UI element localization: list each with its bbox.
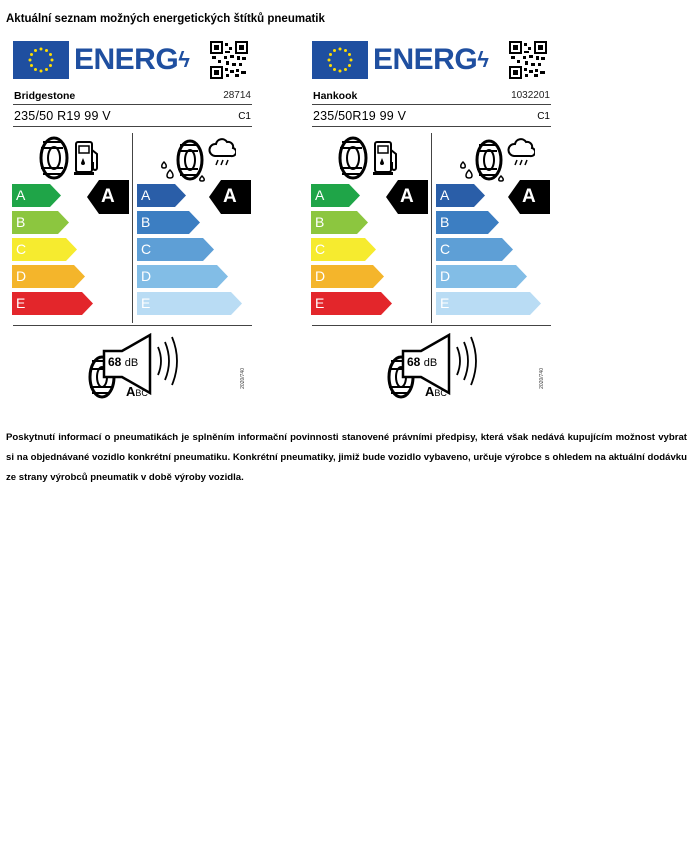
vertical-divider	[431, 133, 432, 323]
energy-wordmark: $ENERG^ϟ$	[74, 43, 190, 76]
divider	[312, 126, 551, 127]
regulation-number: 2020/740	[539, 368, 545, 389]
fuel-band-letter: B	[16, 214, 26, 230]
noise-value: 68 dB	[108, 355, 139, 369]
fuel-band-letter: D	[16, 268, 27, 284]
wet-band-4	[137, 292, 243, 315]
qr-code-icon	[509, 41, 547, 79]
fuel-efficiency-icon	[38, 136, 102, 180]
vertical-divider	[132, 133, 133, 323]
fuel-band-letter: B	[315, 214, 325, 230]
wet-band-2	[436, 238, 514, 261]
tyre-class: C1	[537, 111, 550, 122]
tyre-type-id: 28714	[223, 90, 251, 101]
tyre-label-bridgestone	[12, 38, 252, 403]
fuel-band-2	[311, 238, 377, 261]
wet-grade-indicator	[508, 180, 550, 214]
fuel-band-letter: C	[315, 241, 326, 257]
tyre-brand: Bridgestone	[14, 90, 76, 102]
wet-band-letter: D	[141, 268, 152, 284]
fuel-band-0	[311, 184, 361, 207]
tyre-class: C1	[238, 111, 251, 122]
wet-band-1	[137, 211, 201, 234]
divider	[13, 126, 252, 127]
disclaimer-text: Poskytnutí informací o pneumatikách je splněním informační povinnosti stanovené právními předpisy, která však nedává kupujícím možnost vybrat si na objednávané vozidlo konkrétní pneumatiku. Konkrétní pneumatiky, jimiž bude vozidlo vybaveno, určuje výrobce s ohledem na aktuální dodávku ze strany výrobců pneumatik v době výroby vozidla.	[6, 432, 687, 483]
wet-band-shape	[137, 292, 243, 315]
fuel-band-letter: D	[315, 268, 326, 284]
wet-band-3	[137, 265, 229, 288]
wet-band-3	[436, 265, 528, 288]
wet-grade-letter: A	[223, 186, 237, 207]
noise-class: ABC	[425, 384, 447, 399]
wet-band-0	[137, 184, 187, 207]
divider	[13, 325, 252, 326]
tyre-size: 235/50R19 99 V	[313, 109, 407, 123]
wet-band-letter: C	[440, 241, 451, 257]
tyre-type-id: 1032201	[511, 90, 550, 101]
divider	[13, 104, 252, 105]
fuel-band-letter: C	[16, 241, 27, 257]
noise-value: 68 dB	[407, 355, 438, 369]
wet-grip-icon	[156, 132, 236, 182]
wet-band-letter: A	[141, 187, 151, 203]
fuel-band-letter: E	[16, 295, 26, 311]
wet-grade-indicator	[209, 180, 251, 214]
fuel-efficiency-icon	[337, 136, 401, 180]
fuel-band-4	[12, 292, 94, 315]
fuel-band-1	[12, 211, 70, 234]
wet-band-letter: B	[440, 214, 450, 230]
qr-code-icon	[210, 41, 248, 79]
tyre-brand: Hankook	[313, 90, 358, 102]
eu-flag-icon	[13, 41, 69, 79]
fuel-band-2	[12, 238, 78, 261]
fuel-band-letter: E	[315, 295, 325, 311]
wet-band-4	[436, 292, 542, 315]
energy-wordmark: $ENERG^ϟ$	[373, 43, 489, 76]
fuel-band-letter: A	[315, 187, 325, 203]
page-title: Aktuální seznam možných energetických štítků pneumatik	[6, 13, 325, 25]
noise-class: ABC	[126, 384, 148, 399]
fuel-grade-letter: A	[101, 186, 115, 207]
regulation-number: 2020/740	[240, 368, 246, 389]
fuel-band-letter: A	[16, 187, 26, 203]
wet-band-letter: C	[141, 241, 152, 257]
wet-band-letter: B	[141, 214, 151, 230]
fuel-band-3	[12, 265, 86, 288]
wet-band-0	[436, 184, 486, 207]
wet-grade-letter: A	[522, 186, 536, 207]
divider	[312, 104, 551, 105]
divider	[312, 325, 551, 326]
fuel-band-0	[12, 184, 62, 207]
wet-band-2	[137, 238, 215, 261]
tyre-label-hankook	[311, 38, 551, 403]
wet-band-letter: E	[141, 295, 151, 311]
fuel-band-3	[311, 265, 385, 288]
fuel-grade-letter: A	[400, 186, 414, 207]
fuel-grade-indicator	[87, 180, 129, 214]
wet-band-letter: A	[440, 187, 450, 203]
wet-band-letter: E	[440, 295, 450, 311]
wet-grip-icon	[455, 132, 535, 182]
tyre-size: 235/50 R19 99 V	[14, 109, 111, 123]
fuel-band-4	[311, 292, 393, 315]
wet-band-letter: D	[440, 268, 451, 284]
wet-band-shape	[436, 292, 542, 315]
fuel-band-1	[311, 211, 369, 234]
eu-flag-icon	[312, 41, 368, 79]
fuel-grade-indicator	[386, 180, 428, 214]
wet-band-1	[436, 211, 500, 234]
